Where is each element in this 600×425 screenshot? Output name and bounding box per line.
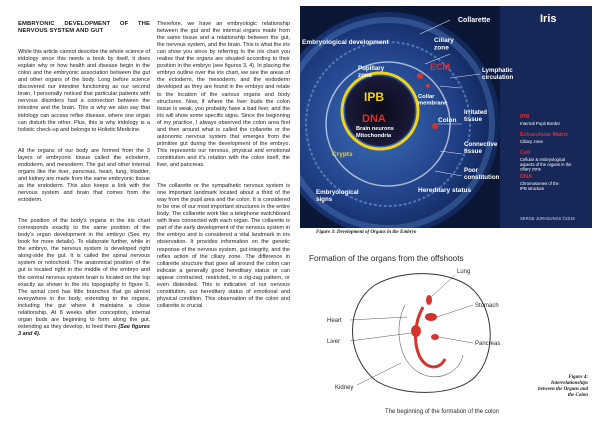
label-liver: Liver bbox=[327, 339, 341, 345]
label-brain-neurons: Brain neurons bbox=[356, 126, 394, 132]
figure-title-iris: Iris bbox=[540, 13, 557, 25]
figure-3-caption: Figure 3: Development of Organs in the Embryo bbox=[316, 230, 417, 235]
label-collar: Collar membrane bbox=[418, 94, 448, 107]
figure-4-title: Formation of the organs from the offshoots bbox=[309, 254, 464, 263]
label-poor-constitution: Poor constitution bbox=[464, 167, 500, 182]
label-lymphatic: Lymphatic circulation bbox=[482, 67, 514, 82]
label-mitochondria: Mitochondria bbox=[356, 133, 392, 139]
liver-bud bbox=[411, 325, 421, 337]
label-pancreas: Pancreas bbox=[475, 341, 501, 347]
label-pupillary-zone: Pupillary zone bbox=[358, 65, 385, 80]
label-heart: Heart bbox=[327, 318, 342, 324]
embryo-diagram bbox=[305, 245, 545, 420]
label-hereditary-status: Hereditary status bbox=[418, 187, 472, 194]
label-ciliary-zone: Ciliary zone bbox=[434, 37, 454, 52]
legend-term-cell: Cell bbox=[520, 150, 531, 156]
legend-desc-cell: Cellular & embryological aspects of the organs in the ciliary zone bbox=[520, 157, 572, 172]
article-column-1 bbox=[18, 14, 150, 352]
label-colon-formation: The beginning of the formation of the colon bbox=[385, 409, 500, 415]
label-crypts: Crypts bbox=[332, 151, 353, 158]
legend-desc-ipb: Internal Pupil Border bbox=[520, 121, 561, 126]
label-colon: Colon bbox=[438, 117, 457, 124]
paragraph-4: Therefore, we have an embryologic relationship between the gut and the internal organs made from the same tissue and a relationship between the gut, the nervous system, and the brain. This is what the iris can show you since by referring to the iris chart you realize that the organs are situated according to their position in the embryo (see figures 3, 4). In placing the embryo outline over the iris chart, we see the areas of the ectoderm, the mesoderm, and the endoderm developed as they are found in the embryo and relate to the location of the various organs and body structures. Now, if where the liver buds the colon tissue is weak, you probably have a bad liver, and the iris will show some specific signs. Since the beginning of my practice, I always observed the colon area first and then around what is called the collarette or the autonomic nervous system that emerges from the primitive gut during the development of the embryo. This represents our nervous, physical and emotional constitution and it's relation with the colon itself, the liver, and pancreas. bbox=[157, 21, 290, 168]
label-ipb: IPB bbox=[364, 90, 385, 104]
paragraph-3 bbox=[18, 218, 150, 338]
label-collarette: Collarette bbox=[458, 17, 491, 24]
legend-term-ecm: Extracellular Matrix bbox=[520, 132, 568, 138]
label-ecm: ECM bbox=[430, 62, 450, 72]
label-connective-tissue: Connective tissue bbox=[464, 141, 498, 156]
stomach-bud bbox=[425, 313, 437, 321]
label-stomach: Stomach bbox=[475, 303, 499, 309]
embryo-figure bbox=[305, 245, 545, 420]
figure-credit: SERGE JURASUNAS ©2019 bbox=[520, 216, 575, 221]
legend-term-dna: DNA bbox=[520, 174, 533, 180]
article-heading: EMBRYONIC DEVELOPMENT OF THE NERVOUS SYSTEM AND GUT bbox=[18, 21, 150, 35]
paragraph-1: While this article cannot describe the whole science of iridology since this needs a book by itself, it does explain why or how health and disease begin in the colon and the embryonic association between the gut and other organs of the body. Long before science discovered our intestine functioning as our second brain, I personally noticed that particular patients with nervous disorders had a connection between the intestine and the brain. This is why we also say that iridology can access reflex disease, where one organ can disturb the other. Plus, this is why iridology is a holistic check-up and belongs to Holistic Medicine. bbox=[18, 49, 150, 133]
label-lung: Lung bbox=[457, 269, 471, 275]
label-irritated-tissue: Irritated tissue bbox=[464, 109, 488, 124]
label-embryological-signs: Embryological signs bbox=[316, 189, 359, 204]
legend-term-ipb: IPB bbox=[520, 114, 530, 120]
label-embryological-development: Embryological development bbox=[302, 39, 389, 46]
paragraph-2: All the organs of our body are formed from the 3 layers of embryonic tissue called the ectoderm, endoderm, and mesoderm. The gut and other internal organs like the liver, pancreas, heart, lung, bladder, and kidney are made from the same embryonic tissue as the endoderm. This also keeps a link with the nervous system and brain that comes from the ectoderm. bbox=[18, 147, 150, 204]
legend-desc-ecm: Ciliary zone bbox=[520, 139, 543, 144]
figure-4-caption: Figure 4: Interrelationships between the Organs and the Colon bbox=[538, 375, 588, 398]
lung-bud bbox=[426, 295, 432, 305]
article-column-2 bbox=[157, 14, 290, 324]
iris-figure bbox=[300, 6, 592, 228]
label-kidney: Kidney bbox=[335, 385, 354, 391]
pancreas-bud bbox=[431, 334, 439, 340]
paragraph-3-text: The position of the body's organs in the iris chart corresponds exactly to the same position of the body's organ development in the embryo (See my book for more details). To elaborate further, while in the embryo, the nervous system is developed right along-side the gut. It is called the spinal nervous system or notochord. The anatomical position of the gut is located right in the middle of the embryo and the central nervous system brain is located on the top exactly as shown in the iris topography in figure 5. The spinal cord has little branches that go almost everywhere in the body, extending to the organs, including the gut where it maintains a close relationship. At 8 weeks after conception, internal organ buds are beginning to form along the gut, extending as they develop, to feed them bbox=[18, 218, 150, 330]
embryo-outline bbox=[353, 274, 491, 393]
figure-reference: (See figures 3 and 4). bbox=[18, 323, 150, 337]
legend-desc-dna: Chromosomes of the IPB structure bbox=[520, 181, 559, 191]
paragraph-5: The collarette or the sympathetic nervous system is one important landmark located about a third of the way from the pupil area and the colon. It is considered to be one of our most important structures in the entire body. The collarette work like a telephone switchboard with lines connected with each organ. The collarette is part of the early development of the nervous system in the embryo and is considered a vital landmark in iris observation. It provides information on the genetic response of the nervous system, gut integrity, and the reflex action of the ciliary zone. The difference in collarette structure that goes all around the colon can indicate a generally good hereditary status or can appear contracted, restricted, in a zig-zag pattern, or even distended. This is indicative of our nervous constitution, our hereditary status of emotional and physical condition. This observation of the colon and collarette is crucial. bbox=[157, 183, 290, 309]
iris-diagram bbox=[300, 6, 592, 228]
label-dna: DNA bbox=[362, 113, 386, 125]
